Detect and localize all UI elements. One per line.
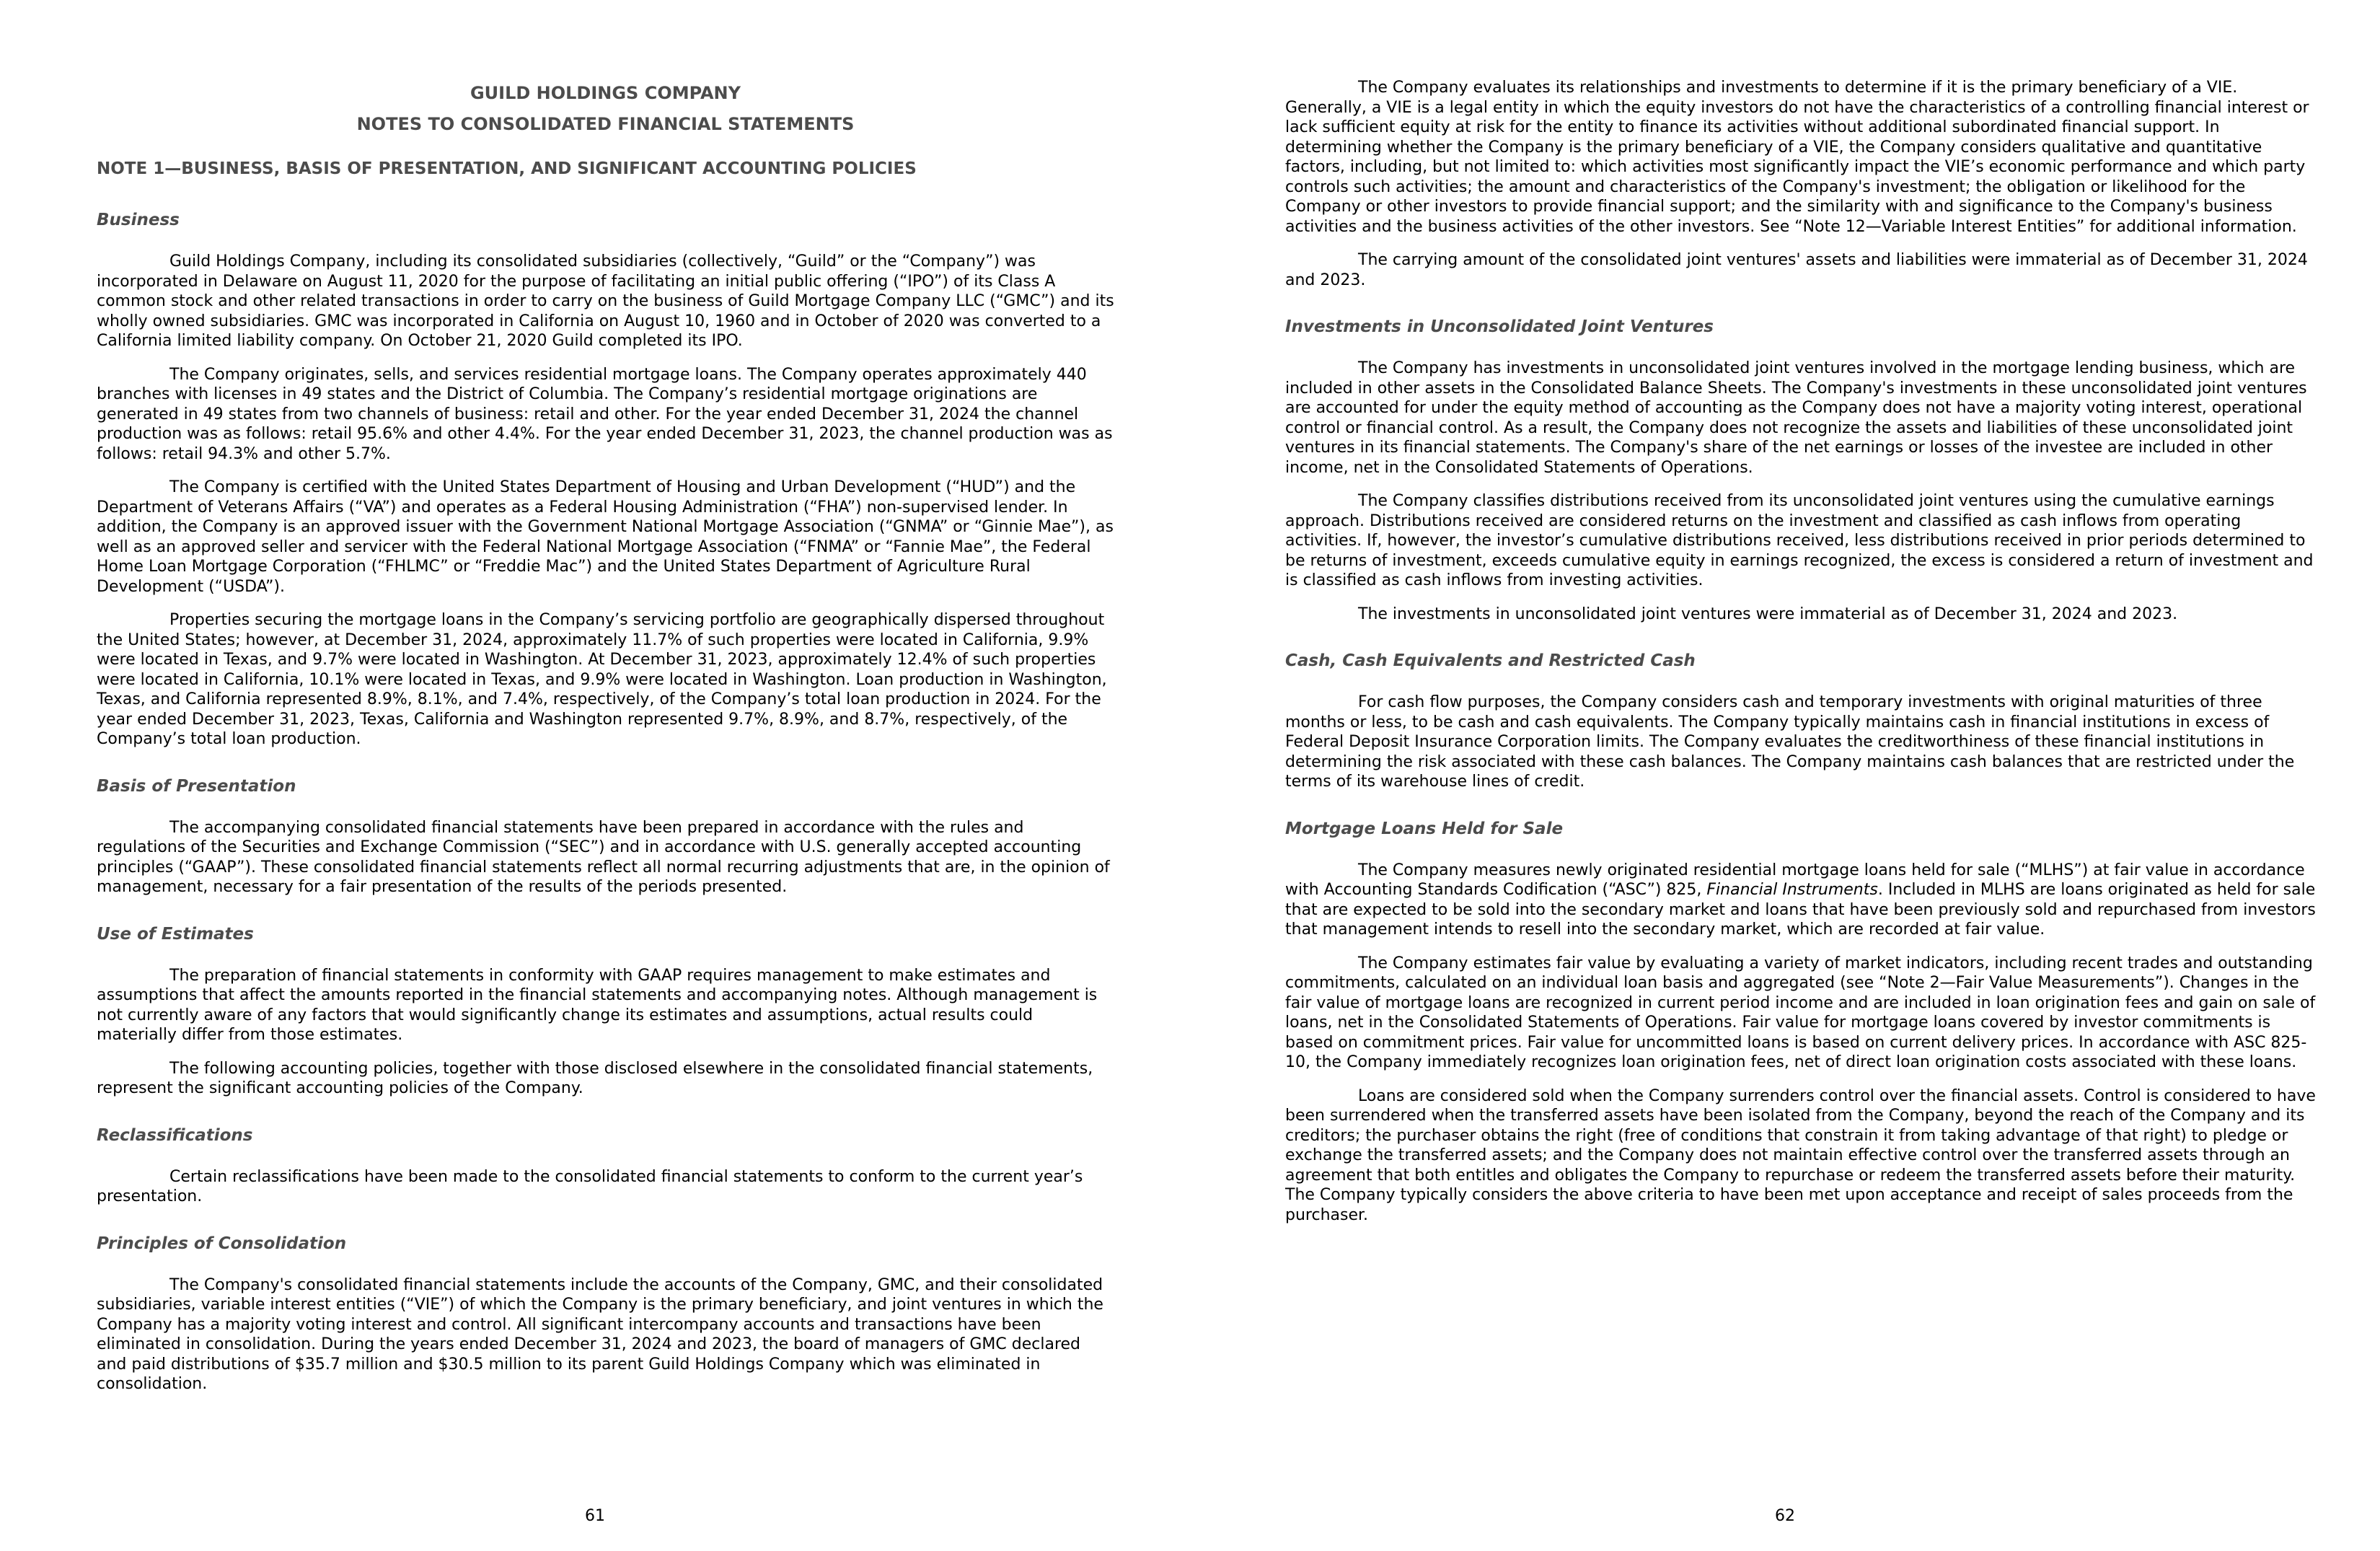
- paragraph-mlhs-1: [1285, 861, 2317, 940]
- page-number-61: 61: [585, 1507, 605, 1525]
- paragraph-mlhs-2: The Company estimates fair value by evaluating a variety of market indicators, including recent trades and outstanding commitments, calculated on an individual loan basis and aggregated (see “Note 2—Fair Value Measurements”). Changes in the fair value of mortgage loans are recognized in current period income and are included in loan origination fees and gain on sale of loans, net in the Consolidated Statements of Operations. Fair value for mortgage loans covered by investor commitments is based on commitment prices. Fair value for uncommitted loans is based on current delivery prices. In accordance with ASC 825-10, the Company immediately recognizes loan origination fees, net of direct loan origination costs associated with these loans.: [1285, 954, 2316, 1071]
- paragraph-reclassifications-1: Certain reclassifications have been made to the consolidated financial statements to conform to the current year’s presentation.: [97, 1167, 1083, 1205]
- note-1-heading: NOTE 1—BUSINESS, BASIS OF PRESENTATION, AND SIGNIFICANT ACCOUNTING POLICIES: [97, 159, 917, 178]
- paragraph-mlhs-3: Loans are considered sold when the Company surrenders control over the financial assets. Control is considered to have been surrendered when the transferred assets have been isolated from the Company, beyond the reach of the Company and its creditors; the purchaser obtains the right (free of conditions that constrain it from taking advantage of that right) to pledge or exchange the transferred assets; and the Company does not maintain effective control over the transferred assets through an agreement that both entitles and obligates the Company to repurchase or redeem the transferred assets before their maturity. The Company typically considers the above criteria to have been met upon acceptance and receipt of sales proceeds from the purchaser.: [1285, 1086, 2316, 1224]
- company-name-title: GUILD HOLDINGS COMPANY: [470, 83, 741, 103]
- paragraph-vie-2: The carrying amount of the consolidated joint ventures' assets and liabilities were immaterial as of December 31, 2024 and 2023.: [1285, 251, 2308, 289]
- section-heading-basis-of-presentation: Basis of Presentation: [97, 776, 296, 796]
- paragraph-mlhs-1-italic-title: Financial Instruments: [1706, 881, 1878, 899]
- paragraph-joint-1: The Company has investments in unconsolidated joint ventures involved in the mortgage lending business, which are included in other assets in the Consolidated Balance Sheets. The Company's investments in these unconsolidated joint ventures are accounted for under the equity method of accounting as the Company does not have a majority voting interest, operational control or financial control. As a result, the Company does not recognize the assets and liabilities of these unconsolidated joint ventures in its financial statements. The Company's share of the net earnings or losses of the investee are included in other income, net in the Consolidated Statements of Operations.: [1285, 359, 2307, 477]
- paragraph-basis-1: The accompanying consolidated financial statements have been prepared in accordance with the rules and regulations of the Securities and Exchange Commission (“SEC”) and in accordance with U.S. generally accepted accounting principles (“GAAP”). These consolidated financial statements reflect all normal recurring adjustments that are, in the opinion of management, necessary for a fair presentation of the results of the periods presented.: [97, 818, 1110, 896]
- document-title: [97, 78, 1114, 140]
- paragraph-vie-1: The Company evaluates its relationships and investments to determine if it is the primary beneficiary of a VIE. Generally, a VIE is a legal entity in which the equity investors do not have the characteristics of a controlling financial interest or lack sufficient equity at risk for the entity to finance its activities without additional subordinated financial support. In determining whether the Company is the primary beneficiary of a VIE, the Company considers qualitative and quantitative factors, including, but not limited to: which activities most significantly impact the VIE’s economic performance and which party controls such activities; the amount and characteristics of the Company's investment; the obligation or likelihood for the Company or other investors to provide financial support; and the similarity with and significance to the Company's business activities and the business activities of the other investors. See “Note 12—Variable Interest Entities” for additional information.: [1285, 79, 2309, 236]
- paragraph-joint-3: The investments in unconsolidated joint ventures were immaterial as of December 31, 2024 and 2023.: [1358, 605, 2178, 623]
- section-heading-reclassifications: Reclassifications: [97, 1125, 253, 1145]
- section-heading-cash-equivalents: Cash, Cash Equivalents and Restricted Cash: [1285, 651, 1696, 670]
- section-heading-unconsolidated-joint-ventures: Investments in Unconsolidated Joint Ventures: [1285, 317, 1714, 336]
- page-number-62: 62: [1775, 1507, 1795, 1525]
- section-heading-mortgage-loans-held-for-sale: Mortgage Loans Held for Sale: [1285, 819, 1564, 838]
- paragraph-joint-2: The Company classifies distributions received from its unconsolidated joint ventures using the cumulative earnings approach. Distributions received are considered returns on the investment and classified as cash inflows from operating activities. If, however, the investor’s cumulative distributions received, less distributions received in prior periods determined to be returns of investment, exceeds cumulative equity in earnings recognized, the excess is considered a return of investment and is classified as cash inflows from investing activities.: [1285, 492, 2314, 589]
- paragraph-estimates-2: The following accounting policies, together with those disclosed elsewhere in the consolidated financial statements, represent the significant accounting policies of the Company.: [97, 1059, 1093, 1097]
- paragraph-principles-1: The Company's consolidated financial statements include the accounts of the Company, GMC, and their consolidated subsidiaries, variable interest entities (“VIE”) of which the Company is the primary beneficiary, and joint ventures in which the Company has a majority voting interest and control. All significant intercompany accounts and transactions have been eliminated in consolidation. During the years ended December 31, 2024 and 2023, the board of managers of GMC declared and paid distributions of $35.7 million and $30.5 million to its parent Guild Holdings Company which was eliminated in consolidation.: [97, 1275, 1103, 1393]
- page-62: [1190, 0, 2380, 1551]
- paragraph-business-1: Guild Holdings Company, including its consolidated subsidiaries (collectively, “Guild” or the “Company”) was incorporated in Delaware on August 11, 2020 for the purpose of facilitating an initial public offering (“IPO”) of its Class A common stock and other related transactions in order to carry on the business of Guild Mortgage Company LLC (“GMC”) and its wholly owned subsidiaries. GMC was incorporated in California on August 10, 1960 and in October of 2020 was converted to a California limited liability company. On October 21, 2020 Guild completed its IPO.: [97, 252, 1114, 350]
- section-heading-use-of-estimates: Use of Estimates: [97, 924, 254, 944]
- section-heading-principles-of-consolidation: Principles of Consolidation: [97, 1234, 347, 1253]
- paragraph-mlhs-1-pre: The Company measures newly originated residential mortgage loans held for sale (“MLHS”) at fair value in accordance with Accounting Standards Codification (“ASC”) 825,: [1285, 861, 2305, 899]
- paragraph-business-2: The Company originates, sells, and services residential mortgage loans. The Company operates approximately 440 branches with licenses in 49 states and the District of Columbia. The Company’s residential mortgage originations are generated in 49 states from two channels of business: retail and other. For the year ended December 31, 2024 the channel production was as follows: retail 95.6% and other 4.4%. For the year ended December 31, 2023, the channel production was as follows: retail 94.3% and other 5.7%.: [97, 365, 1113, 463]
- section-heading-business: Business: [97, 211, 180, 229]
- paragraph-cash-1: For cash flow purposes, the Company considers cash and temporary investments with original maturities of three months or less, to be cash and cash equivalents. The Company typically maintains cash in financial institutions in excess of Federal Deposit Insurance Corporation limits. The Company evaluates the creditworthiness of these financial institutions in determining the risk associated with these cash balances. The Company maintains cash balances that are restricted under the terms of its warehouse lines of credit.: [1285, 693, 2295, 791]
- paragraph-mlhs-1-post: . Included in MLHS are loans originated as held for sale that are expected to be sold into the secondary market and loans that have been previously sold and repurchased from investors that management intends to resell into the secondary market, which are recorded at fair value.: [1285, 881, 2316, 939]
- statements-title: NOTES TO CONSOLIDATED FINANCIAL STATEMENTS: [356, 114, 855, 134]
- paragraph-business-4: Properties securing the mortgage loans in the Company’s servicing portfolio are geographically dispersed throughout the United States; however, at December 31, 2024, approximately 11.7% of such properties were located in California, 9.9% were located in Texas, and 9.7% were located in Washington. At December 31, 2023, approximately 12.4% of such properties were located in California, 10.1% were located in Texas, and 9.9% were located in Washington. Loan production in Washington, Texas, and California represented 8.9%, 8.1%, and 7.4%, respectively, of the Company’s total loan production in 2024. For the year ended December 31, 2023, Texas, California and Washington represented 9.7%, 8.9%, and 8.7%, respectively, of the Company’s total loan production.: [97, 611, 1107, 748]
- paragraph-estimates-1: The preparation of financial statements in conformity with GAAP requires management to make estimates and assumptions that affect the amounts reported in the financial statements and accompanying notes. Although management is not currently aware of any factors that would significantly change its estimates and assumptions, actual results could materially differ from those estimates.: [97, 966, 1098, 1044]
- paragraph-business-3: The Company is certified with the United States Department of Housing and Urban Development (“HUD”) and the Department of Veterans Affairs (“VA”) and operates as a Federal Housing Administration (“FHA”) non-supervised lender. In addition, the Company is an approved issuer with the Government National Mortgage Association (“GNMA” or “Ginnie Mae”), as well as an approved seller and servicer with the Federal National Mortgage Association (“FNMA” or “Fannie Mae”, the Federal Home Loan Mortgage Corporation (“FHLMC” or “Freddie Mac”) and the United States Department of Agriculture Rural Development (“USDA”).: [97, 478, 1114, 596]
